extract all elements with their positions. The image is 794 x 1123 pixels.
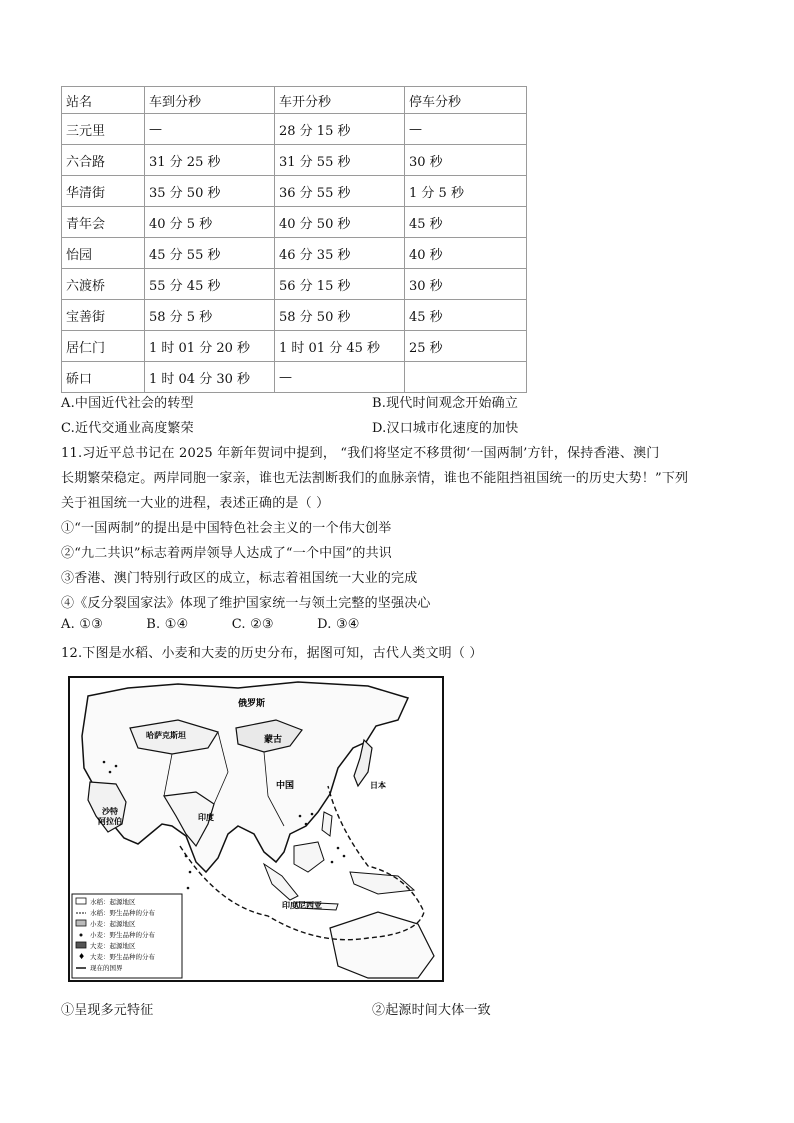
table-row (62, 114, 527, 145)
table-row (62, 362, 527, 393)
q10-option-d[interactable]: D.汉口城市化速度的加快 (372, 421, 519, 436)
q10-option-b[interactable]: B.现代时间观念开始确立 (372, 396, 519, 411)
cell: 31 分 25 秒 (145, 145, 275, 176)
legend-rice-origin: 水稻：起源地区 (90, 898, 136, 906)
legend-rice-wild: 水稻：野生品种的分布 (90, 909, 155, 917)
cell: 45 秒 (405, 207, 527, 238)
label-china: 中国 (276, 781, 295, 791)
cell: — (405, 114, 527, 145)
train-schedule-table (61, 86, 527, 393)
cell: — (145, 114, 275, 145)
label-saudi: 沙特 (102, 806, 118, 816)
q11-item-2: ②“九二共识”标志着两岸领导人达成了“一个中国”的共识 (61, 546, 392, 561)
q11-item-1: ①“一国两制”的提出是中国特色社会主义的一个伟大创举 (61, 521, 392, 536)
cell: 硚口 (62, 362, 145, 393)
q11-item-3: ③香港、澳门特别行政区的成立，标志着祖国统一大业的完成 (61, 571, 418, 586)
q11-options[interactable]: A. ①③ B. ①④ C. ②③ D. ③④ (61, 617, 360, 632)
crop-distribution-map (68, 676, 444, 982)
cell: 40 分 5 秒 (145, 207, 275, 238)
table-header-row (62, 87, 527, 114)
legend-barley-symbol: ♦ (78, 952, 86, 961)
cell: 31 分 55 秒 (275, 145, 405, 176)
legend-border: 现在的国界 (90, 964, 123, 972)
q12-item-1: ①呈现多元特征 (61, 1003, 154, 1018)
q11-stem-line1: 11.习近平总书记在 2025 年新年贺词中提到， “我们将坚定不移贯彻‘一国两制’方针，保持香港、澳门 (61, 446, 660, 461)
cell: 28 分 15 秒 (275, 114, 405, 145)
header-arrive: 车到分秒 (145, 87, 275, 114)
cell: 55 分 45 秒 (145, 269, 275, 300)
cell: 40 分 50 秒 (275, 207, 405, 238)
cell: 怡园 (62, 238, 145, 269)
legend-wheat-origin: 小麦：起源地区 (90, 920, 136, 928)
legend-barley-wild: 大麦：野生品种的分布 (90, 953, 155, 961)
cell: 1 时 01 分 20 秒 (145, 331, 275, 362)
q10-option-a[interactable]: A.中国近代社会的转型 (61, 396, 194, 411)
cell: 1 时 04 分 30 秒 (145, 362, 275, 393)
cell: 35 分 50 秒 (145, 176, 275, 207)
label-arabia: 阿拉伯 (98, 816, 122, 826)
table-row (62, 269, 527, 300)
header-station: 站名 (62, 87, 145, 114)
cell: 30 秒 (405, 269, 527, 300)
label-russia: 俄罗斯 (238, 699, 266, 709)
table-row (62, 145, 527, 176)
cell: 六渡桥 (62, 269, 145, 300)
cell: 40 秒 (405, 238, 527, 269)
cell: 30 秒 (405, 145, 527, 176)
cell: 宝善街 (62, 300, 145, 331)
cell (405, 362, 527, 393)
header-depart: 车开分秒 (275, 87, 405, 114)
header-stop: 停车分秒 (405, 87, 527, 114)
cell: 45 分 55 秒 (145, 238, 275, 269)
q12-stem: 12.下图是水稻、小麦和大麦的历史分布，据图可知，古代人类文明（ ） (61, 646, 483, 661)
cell: 三元里 (62, 114, 145, 145)
label-mongolia: 蒙古 (264, 735, 283, 745)
label-japan: 日本 (370, 780, 386, 790)
table-row (62, 238, 527, 269)
q10-option-c[interactable]: C.近代交通业高度繁荣 (61, 421, 194, 436)
label-india: 印度 (198, 812, 214, 822)
q11-stem-line3: 关于祖国统一大业的进程，表述正确的是（ ） (61, 496, 330, 511)
cell: 居仁门 (62, 331, 145, 362)
label-indonesia: 印度尼西亚 (282, 900, 322, 910)
cell: 青年会 (62, 207, 145, 238)
q11-item-4: ④《反分裂国家法》体现了维护国家统一与领土完整的坚强决心 (61, 596, 431, 611)
cell: 25 秒 (405, 331, 527, 362)
cell: — (275, 362, 405, 393)
q11-stem-line2: 长期繁荣稳定。两岸同胞一家亲，谁也无法割断我们的血脉亲情，谁也不能阻挡祖国统一的历史大势！”下列 (61, 471, 689, 486)
cell: 58 分 5 秒 (145, 300, 275, 331)
legend-wheat-wild: 小麦：野生品种的分布 (90, 931, 155, 939)
cell: 六合路 (62, 145, 145, 176)
table-row (62, 331, 527, 362)
table-row (62, 176, 527, 207)
label-kazakhstan: 哈萨克斯坦 (146, 730, 186, 740)
cell: 1 分 5 秒 (405, 176, 527, 207)
cell: 58 分 50 秒 (275, 300, 405, 331)
table-row (62, 207, 527, 238)
cell: 45 秒 (405, 300, 527, 331)
table-row (62, 300, 527, 331)
cell: 36 分 55 秒 (275, 176, 405, 207)
cell: 56 分 15 秒 (275, 269, 405, 300)
cell: 46 分 35 秒 (275, 238, 405, 269)
cell: 华清街 (62, 176, 145, 207)
q12-item-2: ②起源时间大体一致 (372, 1003, 491, 1018)
legend-barley-origin: 大麦：起源地区 (90, 942, 136, 950)
cell: 1 时 01 分 45 秒 (275, 331, 405, 362)
